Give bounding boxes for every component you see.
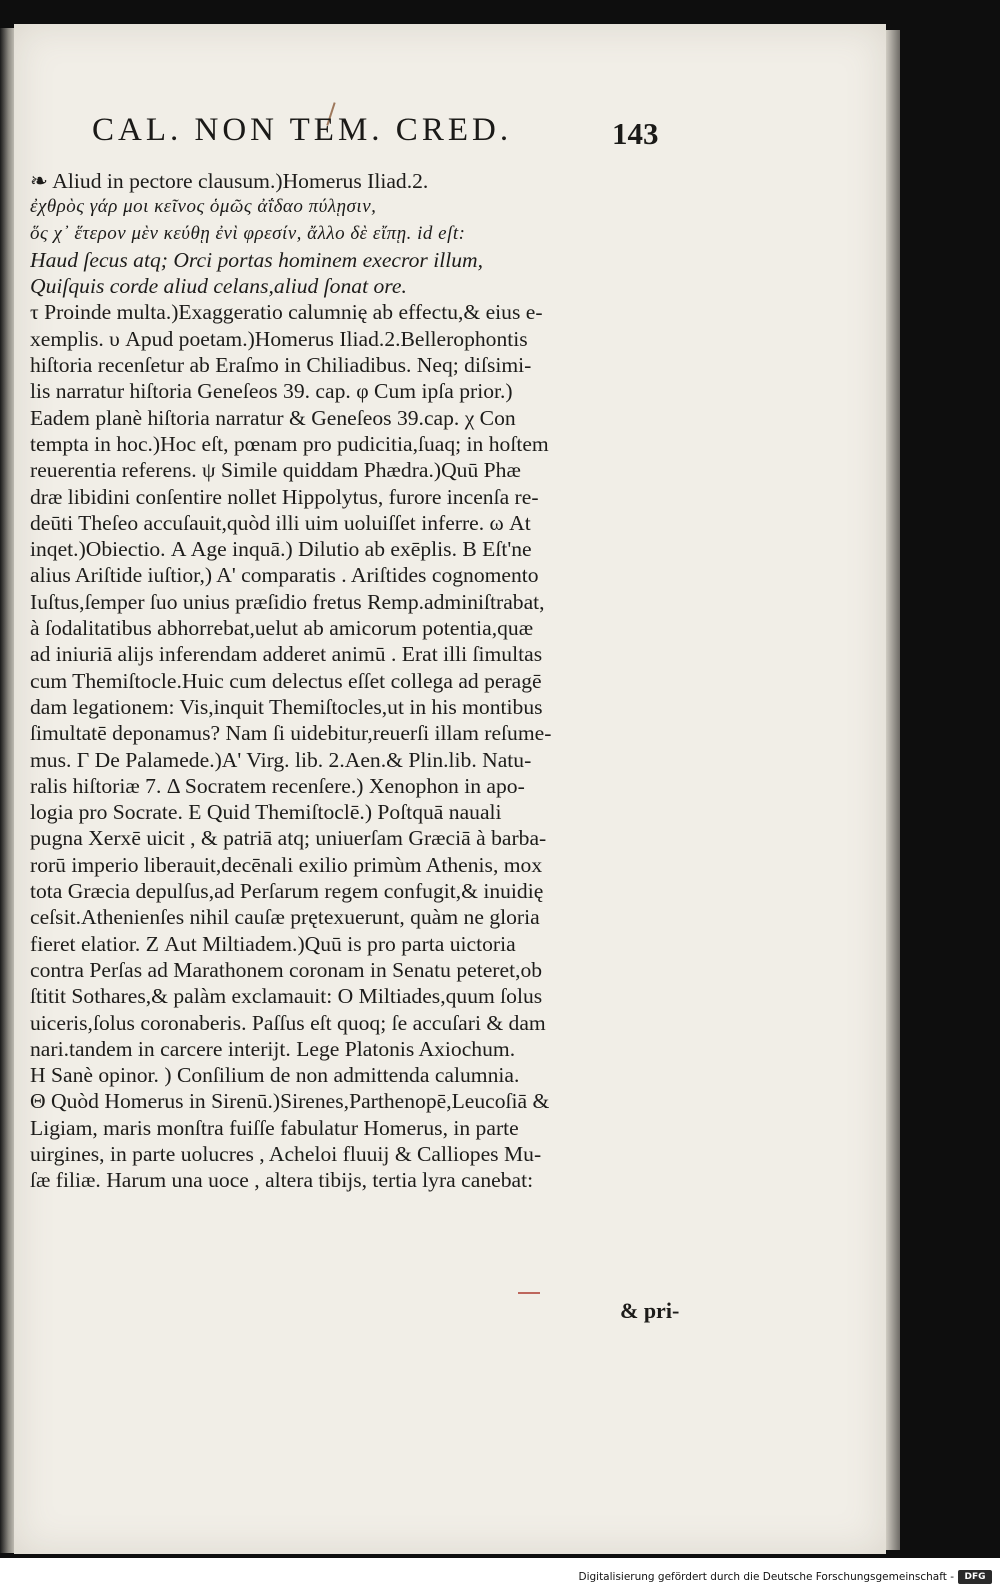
text-line: logia pro Socrate. Ε Quid Themiſtoclē.) Poſtquā nauali <box>30 800 502 825</box>
text-line: pugna Xerxē uicit , & patriā atq; uniuerſam Græciā à barba- <box>30 826 547 851</box>
text-line: contra Perſas ad Marathonem coronam in Senatu peteret,ob <box>30 957 543 982</box>
text-line: Eadem planè hiſtoria narratur & Geneſeos 39.cap. χ Con <box>30 405 516 430</box>
text-line: xemplis. υ Apud poetam.)Homerus Iliad.2.Bellerophontis <box>30 326 528 351</box>
text-line: ralis hiſtoriæ 7. Δ Socratem recenſere.) Xenophon in apo- <box>30 773 525 798</box>
catchword: & pri- <box>620 1298 680 1323</box>
text-line: dræ libidini conſentire nollet Hippolytus, furore incenſa re- <box>30 484 539 509</box>
text-line: Ligiam, maris monſtra fuiſſe fabulatur Homerus, in parte <box>30 1115 519 1140</box>
page-header <box>92 112 692 172</box>
text-line: ❧ Aliud in pectore clausum.)Homerus Iliad.2. <box>30 169 429 193</box>
text-line: Η Sanè opinor. ) Conſilium de non admittenda calumnia. <box>30 1063 520 1088</box>
text-line: ſæ filiæ. Harum una uoce , altera tibijs, tertia lyra canebat: <box>30 1168 534 1193</box>
text-line: rorū imperio liberauit,decēnali exilio primùm Athenis, mox <box>30 852 543 877</box>
text-line: hiſtoria recenſetur ab Eraſmo in Chiliadibus. Neq; diſsimi- <box>30 353 532 378</box>
text-line: tempta in hoc.)Hoc eſt, pœnam pro pudicitia,ſuaq; in hoſtem <box>30 431 549 456</box>
text-line: inqet.)Obiectio. Α Age inquā.) Dilutio ab exēplis. Β Eſt'ne <box>30 537 532 562</box>
text-line: τ Proinde multa.)Exaggeratio calumnię ab effectu,& eius e- <box>30 300 543 325</box>
footer-credit: Digitalisierung gefördert durch die Deutsche Forschungsgemeinschaft - <box>578 1571 954 1583</box>
text-line: ad iniuriā alijs inferendam adderet animū . Erat illi ſimultas <box>30 642 543 667</box>
text-line: uiceris,ſolus coronaberis. Paſſus eſt quoq; ſe accuſari & dam <box>30 1010 546 1035</box>
text-line: Iuſtus,ſemper ſuo unius præſidio fretus Remp.adminiſtrabat, <box>30 589 545 614</box>
text-line: Θ Quòd Homerus in Sirenū.)Sirenes,Parthenopē,Leucoſiā & <box>30 1089 550 1114</box>
page-number: 143 <box>612 116 659 151</box>
text-line: ἐχθρὸς γάρ μοι κεῖνος ὁμῶς ἀΐδαο πύλῃσιν, <box>30 196 377 218</box>
text-line: nari.tandem in carcere interijt. Lege Platonis Axiochum. <box>30 1036 516 1061</box>
text-line: ſtitit Sothares,& palàm exclamauit: O Miltiades,quum ſolus <box>30 984 543 1009</box>
red-ink-mark <box>518 1292 540 1294</box>
text-line: tota Græcia depulſus,ad Perſarum regem confugit,& inuidię <box>30 879 544 904</box>
text-line: fieret elatior. Ζ Aut Miltiadem.)Quū is pro parta uictoria <box>30 931 516 956</box>
page-edge-right <box>886 30 900 1550</box>
text-line: ὅς χ᾽ ἕτερον μὲν κεύθῃ ἐνὶ φρεσίν, ἄλλο δὲ εἴπῃ. id eſt: <box>30 222 466 244</box>
text-line: deūti Theſeo accuſauit,quòd illi uim uoluiſſet inferre. ω At <box>30 510 531 535</box>
dfg-logo: DFG <box>958 1570 992 1584</box>
text-line: ſimultatē deponamus? Nam ſi uidebitur,reuerſi illam reſume- <box>30 721 552 746</box>
text-line: dam legationem: Vis,inquit Themiſtocles,ut in his montibus <box>30 694 543 719</box>
text-line: à ſodalitatibus abhorrebat,uelut ab amicorum potentia,quæ <box>30 616 534 641</box>
text-line: ceſsit.Athenienſes nihil cauſæ prętexuerunt, quàm ne gloria <box>30 905 540 930</box>
text-line: Haud ſecus atq; Orci portas hominem execror illum, <box>30 247 483 272</box>
text-line: mus. Γ De Palamede.)A' Virg. lib. 2.Aen.& Plin.lib. Natu- <box>30 747 532 772</box>
running-head: CAL. NON TEM. CRED. <box>92 112 513 148</box>
text-line: alius Ariſtide iuſtior,) A' comparatis . Ariſtides cognomento <box>30 563 539 588</box>
text-line: lis narratur hiſtoria Geneſeos 39. cap. φ Cum ipſa prior.) <box>30 379 513 404</box>
text-line: uirgines, in parte uolucres , Acheloi fluuij & Calliopes Mu- <box>30 1141 542 1166</box>
text-line: reuerentia referens. ψ Simile quiddam Phædra.)Quū Phæ <box>30 458 521 483</box>
text-line: Quiſquis corde aliud celans,aliud ſonat ore. <box>30 274 407 299</box>
page-edge-left <box>0 28 14 1553</box>
text-line: cum Themiſtocle.Huic cum delectus eſſet collega ad peragē <box>30 668 542 693</box>
body-text <box>30 168 690 1194</box>
